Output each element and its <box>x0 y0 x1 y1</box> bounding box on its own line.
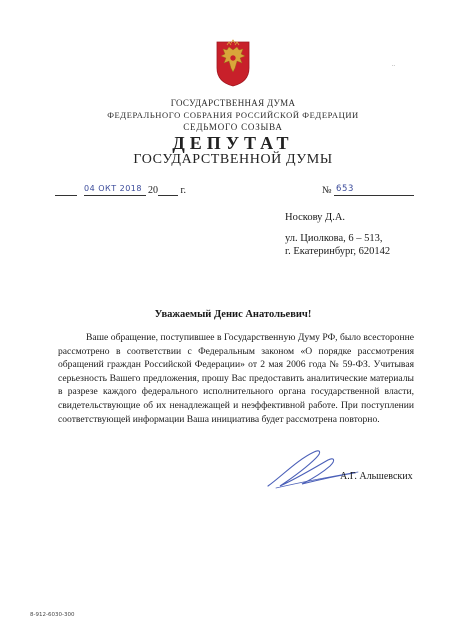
salutation: Уважаемый Денис Анатольевич! <box>154 309 312 320</box>
letterhead-subtitle: ГОСУДАРСТВЕННОЙ ДУМЫ <box>133 152 333 167</box>
footer-code: 8-912-6030-300 <box>30 612 75 618</box>
number-sign: № <box>322 185 332 196</box>
addressee-city: г. Екатеринбург, 620142 <box>285 246 391 257</box>
letter-body <box>58 331 414 426</box>
day-blank <box>55 184 77 196</box>
body-paragraph: Ваше обращение, поступившее в Государственную Думу РФ, было всесторонне рассмотрено в соответствии с Федеральным законом «О порядке рассмотрения обращений граждан Российской Федерации» от 2 мая 2006 года № 59-ФЗ. Учитывая серьезность Вашего предложения, прошу Вас предоставить аналитические материалы в разрезе каждого федерального исполнительного органа государственной власти, свидетельствующие об их ненадлежащей и неэффективной работе. При поступлении соответствующей информации Ваша инициатива будет рассмотрена повторно. <box>58 332 414 425</box>
year-blank <box>158 184 178 196</box>
addressee-name: Носкову Д.А. <box>285 212 346 223</box>
addressee-street: ул. Циолкова, 6 – 513, <box>285 233 383 244</box>
header-line-3: СЕДЬМОГО СОЗЫВА <box>183 122 283 132</box>
header-line-2: ФЕДЕРАЛЬНОГО СОБРАНИЯ РОССИЙСКОЙ ФЕДЕРАЦИИ <box>107 110 359 120</box>
corner-mark: .. <box>392 62 395 68</box>
number-stamp: 653 <box>336 184 355 194</box>
year-suffix: г. <box>180 185 186 196</box>
signer-name: А.Г. Альшевских <box>340 471 413 482</box>
letterhead-title: ДЕПУТАТ <box>172 133 294 153</box>
russian-coat-of-arms-icon <box>213 38 253 88</box>
header-line-1: ГОСУДАРСТВЕННАЯ ДУМА <box>170 98 296 108</box>
date-stamp: 04 ОКТ 2018 <box>84 184 142 193</box>
year-prefix: 20 <box>148 185 158 196</box>
